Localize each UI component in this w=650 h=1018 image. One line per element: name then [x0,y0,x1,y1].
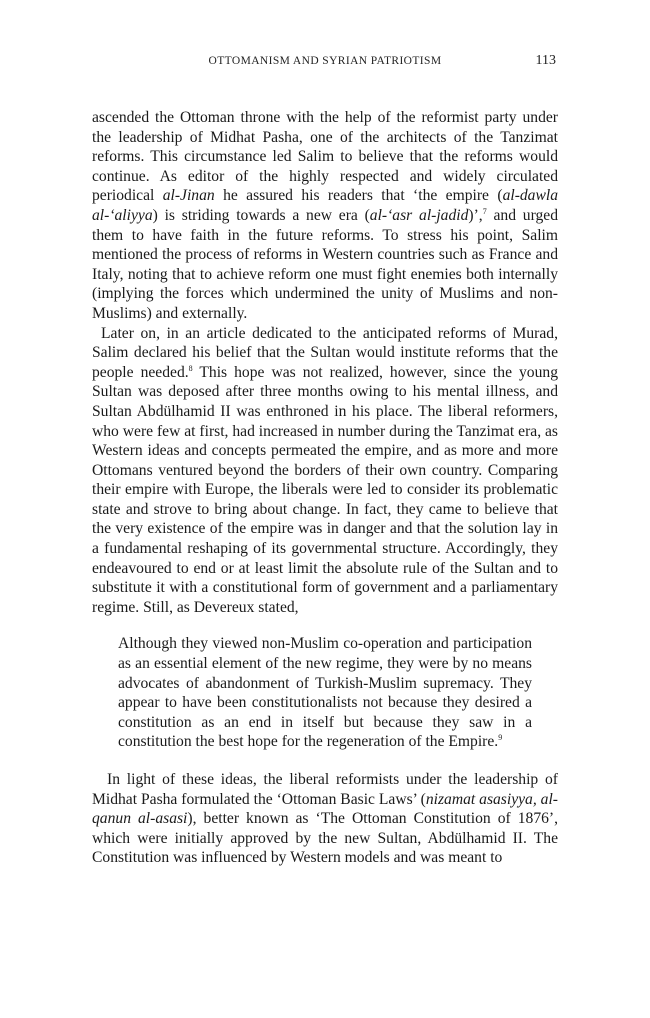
footnote-ref-7: 7 [482,206,487,216]
paragraph-1 [92,108,558,324]
body-text [92,108,558,868]
p2-text-1: Later on, in an article dedicated to the anticipated reforms of Murad, Salim declared his belief that the Sultan would institute reforms that the people needed. [92,324,558,381]
running-title: OTTOMANISM AND SYRIAN PATRIOTISM [208,55,442,67]
p1-text-1: ascended the Ottoman throne with the help of the reformist party under the leadership of Midhat Pasha, one of the architects of the Tanzimat reforms. This circumstance led Salim to believe that the reforms would continue. As editor of the highly respected and widely circulated periodical [92,109,558,205]
page-number: 113 [535,53,556,68]
p1-italic-al-jinan: al-Jinan [162,187,215,205]
p1-text-3: ) is striding towards a new era ( [152,206,370,224]
p1-text-2: he assured his readers that ‘the empire ( [214,187,503,205]
p3-text-1: In light of these ideas, the liberal reformists under the leadership of Midhat Pasha formulated the ‘Ottoman Basic Laws’ ( [92,771,558,808]
paragraph-2 [92,324,558,618]
footnote-ref-9: 9 [498,733,503,743]
quote-paragraph [118,634,532,752]
p3-text-2: ), better known as ‘The Ottoman Constitution of 1876’, which were initially approved by the new Sultan, Abdülhamid II. The Constitution was influenced by Western models and was meant to [92,810,558,867]
p1-text-5: and urged them to have faith in the future reforms. To stress his point, Salim mentioned the process of reforms in Western countries such as France and Italy, noting that to achieve reform one must fight enemies both internally (implying the forces which undermined the unity of Muslims and non-Muslims) and externally. [92,206,558,322]
p1-italic-al-dawla: al-dawla al-‘aliyya [92,187,559,224]
block-quote [118,634,532,752]
paragraph-3 [92,770,558,868]
quote-text: Although they viewed non-Muslim co-operation and participation as an essential element of the new regime, they were by no means advocates of abandonment of Turkish-Muslim supremacy. They appear to have been constitutionalists not because they desired a constitution as an end in itself but because they saw in a constitution the best hope for the regeneration of the Empire. [118,635,532,751]
p1-italic-al-asr: al-‘asr al-jadid [369,206,469,224]
p2-text-2: This hope was not realized, however, since the young Sultan was deposed after three months owing to his mental illness, and Sultan Abdülhamid II was enthroned in his place. The liberal reformers, who were few at first, had increased in number during the Tanzimat era, as Western ideas and concepts permeated the empire, and as more and more Ottomans ventured beyond the borders of their own country. Comparing their empire with Europe, the liberals were led to consider its problematic state and strove to bring about change. In fact, they came to believe that the very existence of the empire was in danger and that the solution lay in a fundamental reshaping of its governmental structure. Accordingly, they endeavoured to end or at least limit the absolute rule of the Sultan and to substitute it with a constitutional form of government and a parliamentary regime. Still, as Devereux stated, [92,363,558,616]
p3-italic-nizamat: nizamat asasiyya, al-qanun al-asasi [92,790,558,828]
running-header [92,55,558,75]
p1-text-4: )’, [468,206,483,224]
footnote-ref-8: 8 [188,363,193,373]
